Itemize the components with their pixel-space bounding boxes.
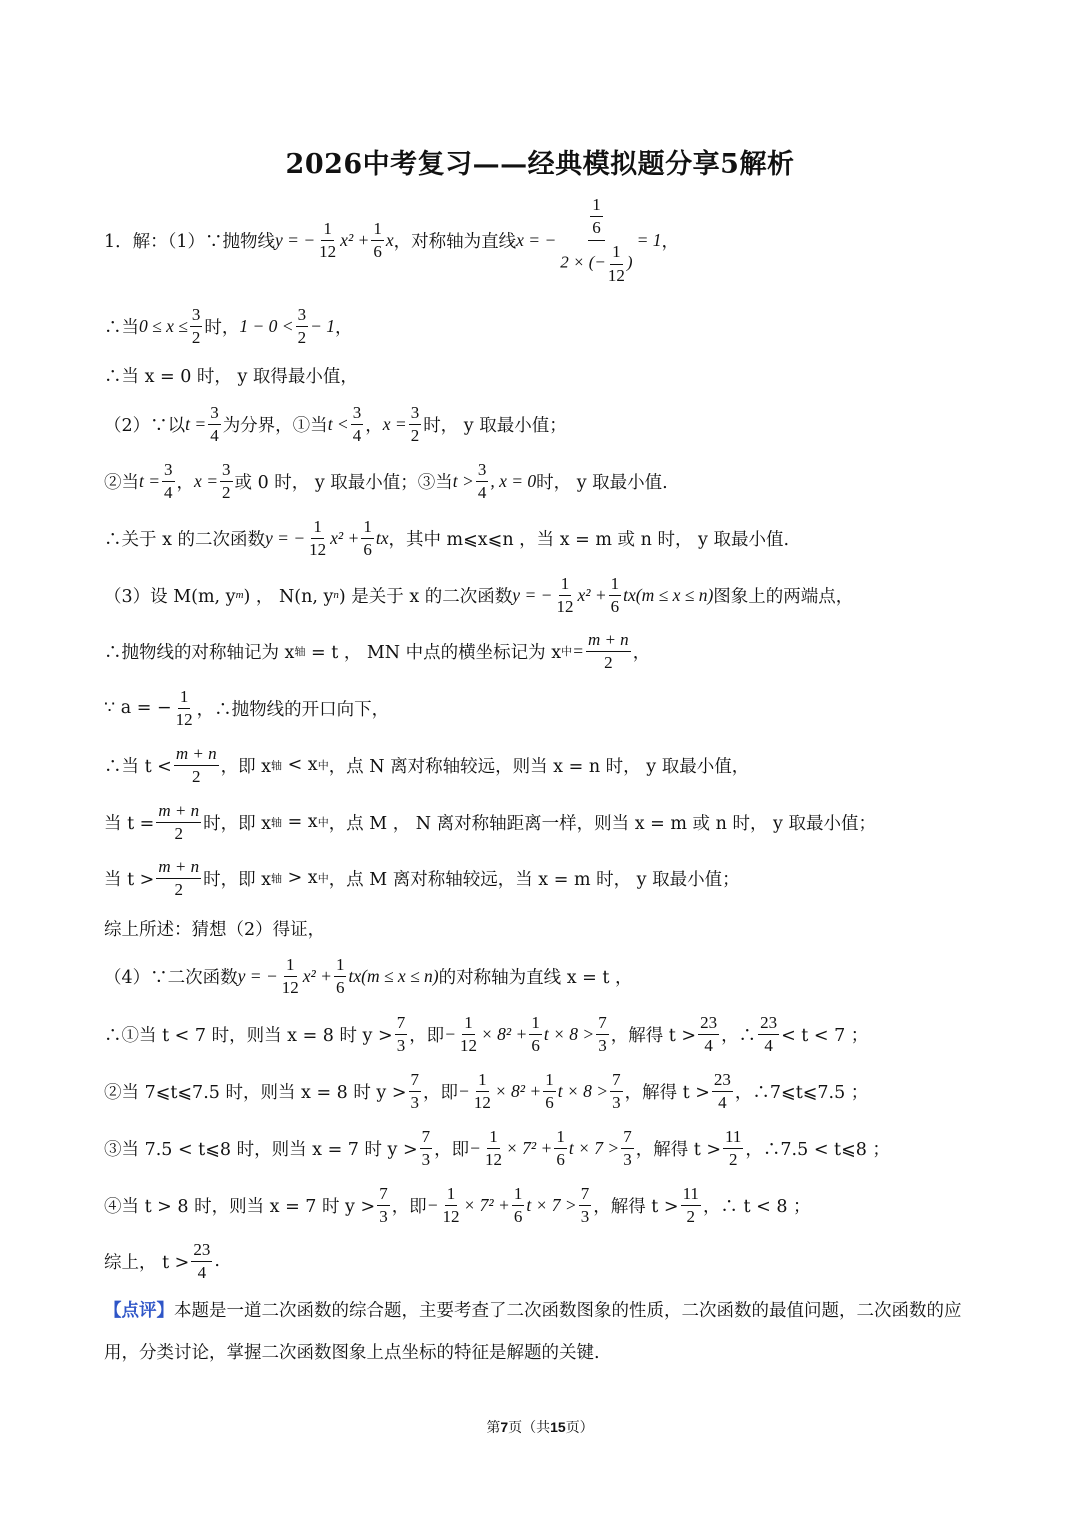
math-expr: × 8² +	[494, 1080, 542, 1101]
text-segment: ，∴	[721, 1025, 757, 1046]
math-expr: 0 ≤ x ≤	[139, 315, 188, 336]
subscript: 中	[317, 759, 329, 772]
fraction: $\frac{1}{12}$	[460, 1012, 477, 1055]
text-segment: ，解得 t >	[635, 1139, 722, 1160]
math-expr: x² +	[577, 584, 607, 605]
text-segment: < x	[282, 755, 318, 775]
subscript: n	[333, 589, 339, 601]
fraction: $\frac{1}{12}$	[175, 686, 193, 729]
text-segment: ②当 7⩽t⩽7.5 时，则当 x = 8 时 y >	[104, 1082, 407, 1103]
math-expr: −	[426, 1194, 439, 1215]
math-expr: y = −	[275, 229, 316, 250]
text-segment: = t ， MN 中点的横坐标记为 x	[305, 642, 562, 663]
text-segment: 时， y 取最小值.	[536, 472, 668, 493]
fraction: $\frac{1}{12}$	[319, 218, 337, 261]
math-expr: x² +	[302, 965, 332, 986]
fraction: $\frac{11}{2}$	[682, 1183, 699, 1226]
page-title: 2026中考复习——经典模拟题分享5解析	[285, 149, 795, 180]
fraction: $\frac{1}{12}$	[484, 1126, 502, 1169]
fraction: $\frac{7}{3}$	[580, 1183, 590, 1226]
text-segment: ) ， N(n, y	[243, 586, 334, 607]
fraction: $\frac{1}{6}$	[610, 573, 620, 616]
fraction: $\frac{1}{12}$	[281, 954, 299, 997]
text-segment: ，∴7.5 < t⩽8 ；	[745, 1139, 890, 1160]
math-expr: t <	[327, 413, 349, 434]
math-expr: x =	[382, 413, 407, 434]
fraction: $\frac{7}{3}$	[379, 1183, 388, 1226]
text-segment: ，对称轴为直线	[393, 231, 517, 252]
text-segment: ，解得 t >	[624, 1082, 710, 1103]
solution-line-17	[104, 1118, 890, 1178]
subscript: 轴	[271, 872, 283, 885]
fraction: $\frac{3}{4}$	[164, 459, 173, 502]
solution-line-5	[104, 451, 668, 511]
page-footer	[0, 1417, 1080, 1437]
fraction: $\frac{3}{2}$	[410, 402, 420, 445]
fraction: $\frac{7}{3}$	[623, 1126, 632, 1169]
solution-line-14	[104, 946, 632, 1006]
solution-line-8	[104, 621, 650, 681]
math-expr: y = −	[237, 965, 278, 986]
solution-line-7	[104, 565, 853, 625]
footer-page-number: 7	[500, 1419, 509, 1435]
text-segment: 时， y 取最小值；	[423, 415, 567, 436]
text-segment: ，点 M ， N 离对称轴距离一样，则当 x = m 或 n 时， y 取最小值；	[328, 813, 876, 834]
text-segment: ，其中 m⩽x⩽n ，当 x = m 或 n 时， y 取最小值.	[388, 529, 790, 550]
math-expr: t × 8 >	[557, 1080, 609, 1101]
math-expr: tx	[375, 527, 389, 548]
math-expr: tx(m ≤ x ≤ n)	[348, 965, 439, 986]
text-segment: 综上所述：猜想（2）得证，	[104, 919, 326, 940]
text-segment: （2）∵以	[104, 415, 186, 436]
fraction: $\frac{3}{4}$	[477, 459, 487, 502]
review-paragraph	[104, 1290, 984, 1374]
fraction: $\frac{7}{3}$	[598, 1012, 607, 1055]
fraction: $\frac{1}{6}$	[335, 954, 345, 997]
text-segment: 1．解：（1）∵抛物线	[104, 231, 276, 252]
fraction: $\frac{1}{12}$	[442, 1183, 460, 1226]
math-expr: t >	[452, 470, 474, 491]
solution-line-19	[104, 1231, 220, 1291]
solution-line-10	[104, 735, 749, 795]
math-expr: tx(m ≤ x ≤ n)	[623, 584, 714, 605]
subscript: m	[235, 589, 244, 601]
fraction: $\frac{1}{6}$	[556, 1126, 565, 1169]
fraction: $\frac{1}{6}$	[531, 1012, 540, 1055]
compound-fraction: $\frac{1}{6}$ 2 × (− $\frac{1}{12}$ )	[560, 194, 633, 285]
text-segment: ∴抛物线的对称轴记为 x	[104, 642, 295, 663]
text-segment: 时，即 x	[203, 813, 272, 834]
text-segment: ，即	[423, 1082, 459, 1103]
fraction: $\frac{23}{4}$	[713, 1069, 731, 1112]
solution-line-1	[104, 194, 680, 285]
text-segment: ∴关于 x 的二次函数	[104, 529, 265, 550]
fraction: $\frac{1}{12}$	[309, 516, 327, 559]
text-segment: ∵ a = −	[104, 698, 172, 718]
math-expr: y = −	[265, 527, 306, 548]
math-expr: t × 8 >	[543, 1023, 595, 1044]
fraction: $\frac{m + n}{2}$	[175, 743, 217, 786]
math-expr: y = −	[512, 584, 553, 605]
math-expr: t × 7 >	[526, 1194, 577, 1215]
text-segment: > x	[282, 868, 318, 888]
math-expr: × 8² +	[481, 1023, 528, 1044]
solution-line-11	[104, 792, 876, 852]
footer-mid: 页（共	[508, 1420, 551, 1436]
review-tag: 【点评】	[104, 1301, 174, 1321]
math-expr: × 7² +	[505, 1137, 553, 1158]
math-expr: −	[469, 1137, 481, 1158]
solution-line-6	[104, 508, 789, 568]
text-segment: ，即	[434, 1139, 470, 1160]
subscript: 轴	[294, 645, 306, 658]
text-segment: （4）∵二次函数	[104, 967, 238, 988]
text-segment: ，解得 t >	[593, 1196, 679, 1217]
text-segment: ，∴ t < 8 ；	[702, 1196, 811, 1217]
fraction: $\frac{3}{4}$	[210, 402, 219, 445]
fraction: $\frac{11}{2}$	[725, 1126, 742, 1169]
text-segment: 或 0 时， y 取最小值；③当	[234, 472, 453, 493]
math-expr: t × 7 >	[568, 1137, 620, 1158]
text-segment: ，∴7⩽t⩽7.5 ；	[734, 1082, 869, 1103]
math-expr: 1 − 0 <	[239, 315, 294, 336]
fraction: $\frac{m + n}{2}$	[587, 629, 629, 672]
text-segment: 为分界，①当	[222, 415, 328, 436]
text-segment: ，∴抛物线的开口向下，	[196, 699, 390, 720]
text-segment: ∴当	[104, 317, 139, 338]
text-segment: ，	[365, 415, 383, 436]
footer-suffix: 页）	[565, 1420, 594, 1436]
footer-total-pages: 15	[550, 1419, 566, 1435]
fraction: $\frac{7}{3}$	[396, 1012, 406, 1055]
fraction: $\frac{1}{12}$	[473, 1069, 491, 1112]
text-segment: = x	[282, 812, 318, 832]
solution-line-15	[104, 1004, 868, 1064]
math-expr: x² +	[330, 527, 360, 548]
text-segment: ③当 7.5 < t⩽8 时，则当 x = 7 时 y >	[104, 1139, 418, 1160]
text-segment: ∴当 x = 0 时， y 取得最小值，	[104, 366, 358, 387]
math-expr: x² +	[340, 229, 370, 250]
fraction: $\frac{1}{6}$	[513, 1183, 523, 1226]
solution-line-16	[104, 1061, 868, 1121]
text-segment: ) 是关于 x 的二次函数	[338, 586, 513, 607]
text-segment: ∴当 t <	[104, 756, 172, 777]
text-segment: 综上， t >	[104, 1252, 190, 1273]
review-text: 本题是一道二次函数的综合题，主要考查了二次函数图象的性质，二次函数的最值问题，二次函数的应用，分类讨论，掌握二次函数图象上点坐标的特征是解题的关键.	[104, 1301, 962, 1363]
solution-line-4	[104, 394, 567, 454]
math-expr: =	[572, 640, 584, 661]
math-expr: , x = 0	[490, 470, 537, 491]
text-segment: 时，即 x	[203, 869, 272, 890]
fraction: $\frac{23}{4}$	[760, 1012, 778, 1055]
fraction: $\frac{1}{12}$	[556, 573, 574, 616]
fraction: $\frac{1}{6}$	[363, 516, 372, 559]
text-segment: .	[214, 1251, 220, 1271]
subscript: 中	[317, 816, 329, 829]
math-expr: × 7² +	[463, 1194, 510, 1215]
text-segment: 当 t =	[104, 813, 155, 834]
text-segment: ，即	[391, 1196, 427, 1217]
fraction: $\frac{7}{3}$	[410, 1069, 420, 1112]
fraction: $\frac{3}{2}$	[191, 304, 201, 347]
solution-line-18	[104, 1175, 811, 1235]
text-segment: ，即 x	[220, 756, 272, 777]
footer-prefix: 第	[486, 1420, 501, 1436]
text-segment: ④当 t > 8 时，则当 x = 7 时 y >	[104, 1196, 376, 1217]
math-expr: t =	[185, 413, 207, 434]
math-expr: −	[444, 1023, 456, 1044]
text-segment: 时，	[204, 317, 240, 338]
math-expr: x = −	[516, 229, 557, 250]
subscript: 中	[561, 645, 573, 658]
text-segment: ，	[176, 472, 195, 493]
text-segment: ∴①当 t < 7 时，则当 x = 8 时 y >	[104, 1025, 393, 1046]
text-segment: < t < 7 ；	[781, 1025, 869, 1046]
math-expr: −	[458, 1080, 470, 1101]
text-segment: ，点 N 离对称轴较远，则当 x = n 时， y 取最小值，	[328, 756, 750, 777]
math-expr: t =	[139, 470, 161, 491]
fraction: $\frac{3}{4}$	[352, 402, 362, 445]
subscript: 中	[317, 872, 329, 885]
fraction: $\frac{7}{3}$	[612, 1069, 621, 1112]
text-segment: ，	[661, 231, 680, 252]
fraction: $\frac{m + n}{2}$	[158, 800, 200, 843]
text-segment: ，点 M 离对称轴较远，当 x = m 时， y 取最小值；	[328, 869, 740, 890]
fraction: $\frac{23}{4}$	[700, 1012, 718, 1055]
fraction: $\frac{3}{2}$	[222, 459, 231, 502]
fraction: $\frac{1}{6}$	[373, 218, 382, 261]
fraction: $\frac{1}{6}$	[545, 1069, 554, 1112]
math-expr: x	[385, 229, 394, 250]
text-segment: （3）设 M(m, y	[104, 586, 236, 607]
text-segment: ，	[632, 642, 651, 663]
text-segment: ，即	[409, 1025, 445, 1046]
text-segment: 当 t >	[104, 869, 155, 890]
math-expr: x =	[194, 470, 218, 491]
text-segment: ②当	[104, 472, 139, 493]
subscript: 轴	[271, 759, 283, 772]
fraction: $\frac{23}{4}$	[193, 1239, 211, 1282]
text-segment: 的对称轴为直线 x = t ，	[438, 967, 633, 988]
fraction: $\frac{7}{3}$	[421, 1126, 431, 1169]
math-expr: = 1	[636, 229, 662, 250]
solution-line-9	[104, 678, 389, 738]
text-segment: ，解得 t >	[610, 1025, 697, 1046]
subscript: 轴	[271, 816, 283, 829]
text-segment: 图象上的两端点，	[713, 586, 854, 607]
text-segment: ，	[335, 317, 353, 338]
fraction: $\frac{m + n}{2}$	[158, 856, 200, 899]
math-expr: − 1	[310, 315, 336, 336]
fraction: $\frac{3}{2}$	[297, 304, 307, 347]
